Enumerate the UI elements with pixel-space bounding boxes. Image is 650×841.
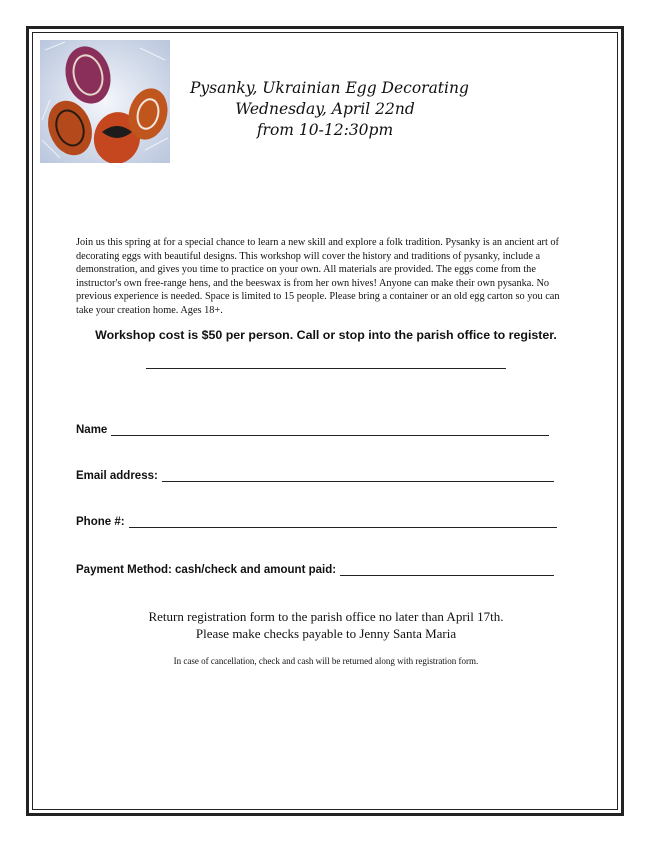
- phone-label: Phone #:: [76, 516, 125, 528]
- return-deadline-line: Return registration form to the parish office no later than April 17th.: [148, 609, 504, 624]
- phone-field: [76, 516, 557, 528]
- separator-line: [146, 368, 506, 369]
- phone-blank-line[interactable]: [129, 517, 557, 528]
- cancellation-note: In case of cancellation, check and cash will be returned along with registration form.: [173, 656, 479, 666]
- date-line: Wednesday, April 22nd: [235, 100, 415, 118]
- cost-notice: Workshop cost is $50 per person. Call or stop into the parish office to register.: [95, 328, 557, 342]
- payment-label: Payment Method: cash/check and amount paid:: [76, 564, 337, 576]
- return-instructions: [76, 608, 576, 642]
- name-label: Name: [76, 424, 108, 436]
- pysanky-eggs-photo: [40, 40, 170, 163]
- payment-blank-line[interactable]: [340, 565, 554, 576]
- intro-paragraph: Join us this spring at for a special chance to learn a new skill and explore a folk tradition. Pysanky is an ancient art of decorating eggs with beautiful designs. This workshop will cover the history and traditions of pysanky, include a demonstration, and gives you time to practice on your own. All materials are provided. The eggs come from the instructor's own free-range hens, and the beeswax is from her own hives! Anyone can make their own pysanka. No previous experience is needed. Space is limited to 15 people. Please bring a container or an old egg carton so you can take your creation home. Ages 18+.: [76, 237, 560, 316]
- payment-field: [76, 564, 554, 576]
- email-blank-line[interactable]: [162, 471, 554, 482]
- checks-payable-line: Please make checks payable to Jenny Santa Maria: [195, 626, 457, 641]
- email-field: [76, 470, 554, 482]
- event-title: [190, 78, 469, 141]
- name-field: [76, 424, 549, 436]
- title-line: Pysanky, Ukrainian Egg Decorating: [190, 79, 469, 97]
- name-blank-line[interactable]: [111, 425, 549, 436]
- time-line: from 10-12:30pm: [256, 121, 394, 139]
- email-label: Email address:: [76, 470, 158, 482]
